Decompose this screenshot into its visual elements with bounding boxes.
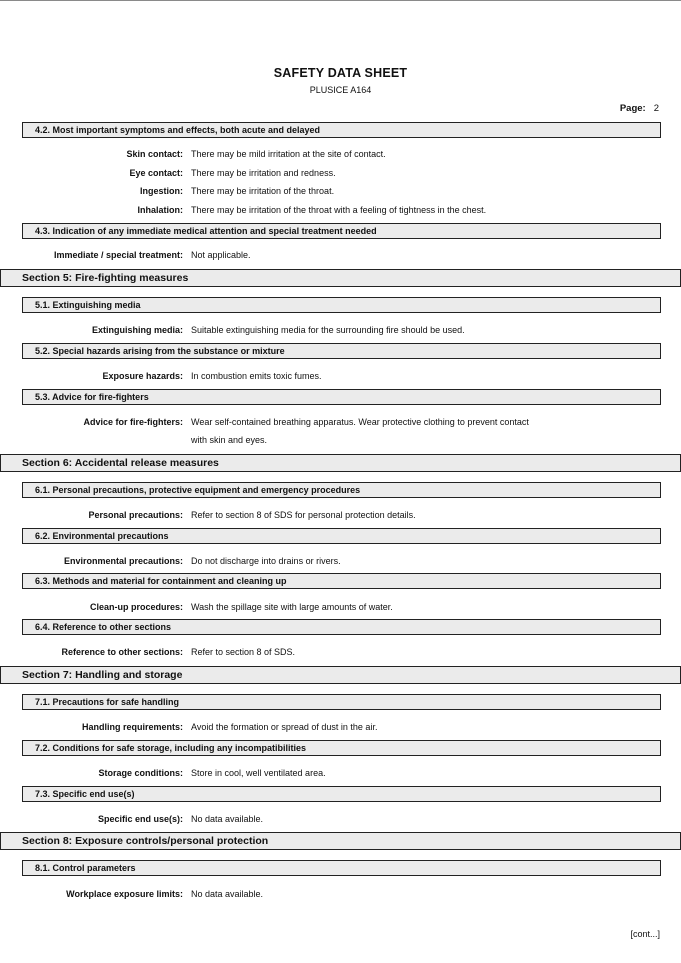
subsection-6-2-header <box>22 528 661 544</box>
field-label: Environmental precautions: <box>63 556 183 566</box>
field-label: Skin contact: <box>126 149 183 159</box>
subsection-title: 6.3. Methods and material for containment and cleaning up <box>35 576 287 586</box>
subsection-title: 6.4. Reference to other sections <box>35 622 172 632</box>
section-5-header <box>0 269 681 287</box>
field-label: Advice for fire-fighters: <box>83 417 183 427</box>
field-value: Do not discharge into drains or rivers. <box>191 556 341 566</box>
field-row-specific-end-use <box>0 813 681 826</box>
field-label: Inhalation: <box>137 205 183 215</box>
field-row-immediate-treatment <box>0 249 681 262</box>
subsection-6-1-header <box>22 482 661 498</box>
field-label: Extinguishing media: <box>91 325 183 335</box>
field-value: In combustion emits toxic fumes. <box>191 371 322 381</box>
field-row-personal-precautions <box>0 509 681 522</box>
field-value: Not applicable. <box>191 250 251 260</box>
subsection-6-3-header <box>22 573 661 589</box>
subsection-5-3-header <box>22 389 661 405</box>
subsection-8-1-header <box>22 860 661 876</box>
field-row-advice-firefighters <box>0 416 681 429</box>
field-value: There may be irritation of the throat with a feeling of tightness in the chest. <box>191 205 487 215</box>
field-label: Immediate / special treatment: <box>53 250 183 260</box>
subsection-title: 5.3. Advice for fire-fighters <box>35 392 149 402</box>
field-value: Avoid the formation or spread of dust in the air. <box>191 722 378 732</box>
field-row-advice-firefighters-cont <box>0 434 681 447</box>
field-value: Wear self-contained breathing apparatus. Wear protective clothing to prevent contact <box>191 417 529 427</box>
field-value: There may be mild irritation at the site of contact. <box>191 149 386 159</box>
field-value-continued: with skin and eyes. <box>191 435 268 445</box>
subsection-6-4-header <box>22 619 661 635</box>
field-label: Clean-up procedures: <box>89 602 183 612</box>
subsection-7-1-header <box>22 694 661 710</box>
field-row-extinguishing-media <box>0 324 681 337</box>
subsection-title: 6.2. Environmental precautions <box>35 531 169 541</box>
page-indicator <box>620 103 659 114</box>
field-row-exposure-hazards <box>0 370 681 383</box>
field-label: Eye contact: <box>129 168 183 178</box>
subsection-title: 4.3. Indication of any immediate medical attention and special treatment needed <box>35 226 377 236</box>
subsection-5-2-header <box>22 343 661 359</box>
field-row-skin-contact <box>0 148 681 161</box>
field-row-handling-requirements <box>0 721 681 734</box>
top-border-line <box>0 0 681 1</box>
field-value: Refer to section 8 of SDS. <box>191 647 296 657</box>
section-title: Section 6: Accidental release measures <box>22 457 219 469</box>
field-value: There may be irritation of the throat. <box>191 186 335 196</box>
field-value: Suitable extinguishing media for the surrounding fire should be used. <box>191 325 465 335</box>
field-label: Workplace exposure limits: <box>66 889 183 899</box>
section-8-header <box>0 832 681 850</box>
field-row-storage-conditions <box>0 767 681 780</box>
page-number: 2 <box>653 103 659 114</box>
field-label: Ingestion: <box>140 186 183 196</box>
field-row-inhalation <box>0 204 681 217</box>
product-name: PLUSICE A164 <box>309 85 372 95</box>
subsection-title: 6.1. Personal precautions, protective equipment and emergency procedures <box>35 485 361 495</box>
subsection-title: 5.1. Extinguishing media <box>35 300 141 310</box>
field-value: No data available. <box>191 814 264 824</box>
subsection-4-3-header <box>22 223 661 239</box>
subsection-4-2-header <box>22 122 661 138</box>
subsection-title: 4.2. Most important symptoms and effects, both acute and delayed <box>35 125 321 135</box>
subsection-7-3-header <box>22 786 661 802</box>
field-row-environmental-precautions <box>0 555 681 568</box>
field-label: Exposure hazards: <box>102 371 183 381</box>
subsection-7-2-header <box>22 740 661 756</box>
field-row-reference-other-sections <box>0 646 681 659</box>
field-row-eye-contact <box>0 167 681 180</box>
section-title: Section 7: Handling and storage <box>22 669 183 681</box>
field-value: There may be irritation and redness. <box>191 168 336 178</box>
continued-marker: [cont...] <box>630 929 660 939</box>
subsection-title: 8.1. Control parameters <box>35 863 136 873</box>
field-row-ingestion <box>0 185 681 198</box>
subsection-title: 5.2. Special hazards arising from the substance or mixture <box>35 346 285 356</box>
subsection-title: 7.2. Conditions for safe storage, including any incompatibilities <box>35 743 307 753</box>
field-value: Store in cool, well ventilated area. <box>191 768 326 778</box>
section-7-header <box>0 666 681 684</box>
page-label: Page: <box>619 103 646 114</box>
subsection-title: 7.3. Specific end use(s) <box>35 789 135 799</box>
field-label: Personal precautions: <box>88 510 183 520</box>
field-value: Wash the spillage site with large amounts of water. <box>191 602 393 612</box>
section-6-header <box>0 454 681 472</box>
section-title: Section 5: Fire-fighting measures <box>22 272 189 284</box>
field-value: Refer to section 8 of SDS for personal protection details. <box>191 510 416 520</box>
field-label: Reference to other sections: <box>61 647 183 657</box>
field-row-cleanup-procedures <box>0 601 681 614</box>
document-title: SAFETY DATA SHEET <box>273 66 408 80</box>
section-title: Section 8: Exposure controls/personal protection <box>22 835 269 847</box>
field-label: Specific end use(s): <box>97 814 183 824</box>
field-label: Storage conditions: <box>98 768 183 778</box>
field-row-workplace-exposure-limits <box>0 888 681 901</box>
field-label: Handling requirements: <box>81 722 183 732</box>
field-value: No data available. <box>191 889 264 899</box>
subsection-5-1-header <box>22 297 661 313</box>
subsection-title: 7.1. Precautions for safe handling <box>35 697 180 707</box>
